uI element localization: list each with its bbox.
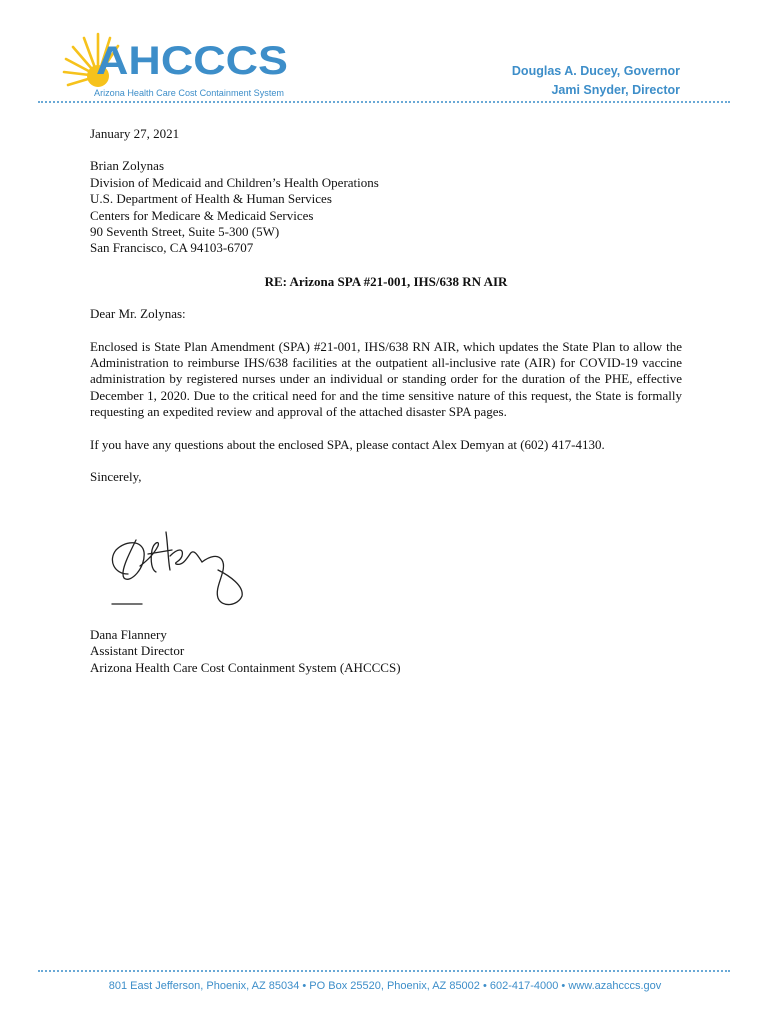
salutation: Dear Mr. Zolynas: [90, 306, 186, 322]
recipient-name: Brian Zolynas [90, 158, 165, 174]
signer-name: Dana Flannery [90, 627, 167, 642]
footer-divider [38, 970, 730, 972]
recipient-line-1: Division of Medicaid and Children’s Health Operations [90, 174, 379, 190]
logo-wordmark: AHCCCS [96, 39, 288, 83]
recipient-line-5: San Francisco, CA 94103-6707 [90, 240, 254, 256]
officials-block [512, 62, 680, 100]
header-divider [38, 101, 730, 103]
letter-body [90, 126, 682, 486]
handwritten-signature [106, 526, 266, 610]
recipient-line-2: U.S. Department of Health & Human Services [90, 191, 332, 207]
letter-date: January 27, 2021 [90, 126, 180, 141]
subject-line: RE: Arizona SPA #21-001, IHS/638 RN AIR [264, 273, 508, 289]
body-paragraph-1: Enclosed is State Plan Amendment (SPA) #21-001, IHS/638 RN AIR, which updates the State Plan to allow the Administration to reimburse IHS/638 facilities at the outpatient all-inclusive rate (AIR) for COVID-19 vaccine administration by registered nurses under an individual or standing order for the duration of the PHE, effective December 1, 2020. Due to the critical need for and the time sensitive nature of this request, the State is formally requesting an expedited review and approval of the attached disaster SPA pages. [90, 338, 682, 420]
recipient-line-3: Centers for Medicare & Medicaid Services [90, 207, 314, 223]
logo-subtitle: Arizona Health Care Cost Containment System [94, 88, 284, 98]
signer-block [90, 627, 401, 676]
director-line: Jami Snyder, Director [551, 83, 680, 97]
ahcccs-logo [62, 30, 302, 102]
recipient-line-4: 90 Seventh Street, Suite 5-300 (5W) [90, 224, 280, 240]
signer-organization: Arizona Health Care Cost Containment System (AHCCCS) [90, 659, 401, 675]
closing: Sincerely, [90, 469, 142, 485]
body-paragraph-2: If you have any questions about the enclosed SPA, please contact Alex Demyan at (602) 417-4130. [90, 436, 605, 452]
recipient-address [90, 158, 682, 256]
footer-address: 801 East Jefferson, Phoenix, AZ 85034 • PO Box 25520, Phoenix, AZ 85002 • 602-417-4000 • www.azahcccs.gov [108, 980, 662, 992]
governor-line: Douglas A. Ducey, Governor [511, 64, 680, 78]
signer-title: Assistant Director [90, 643, 185, 659]
